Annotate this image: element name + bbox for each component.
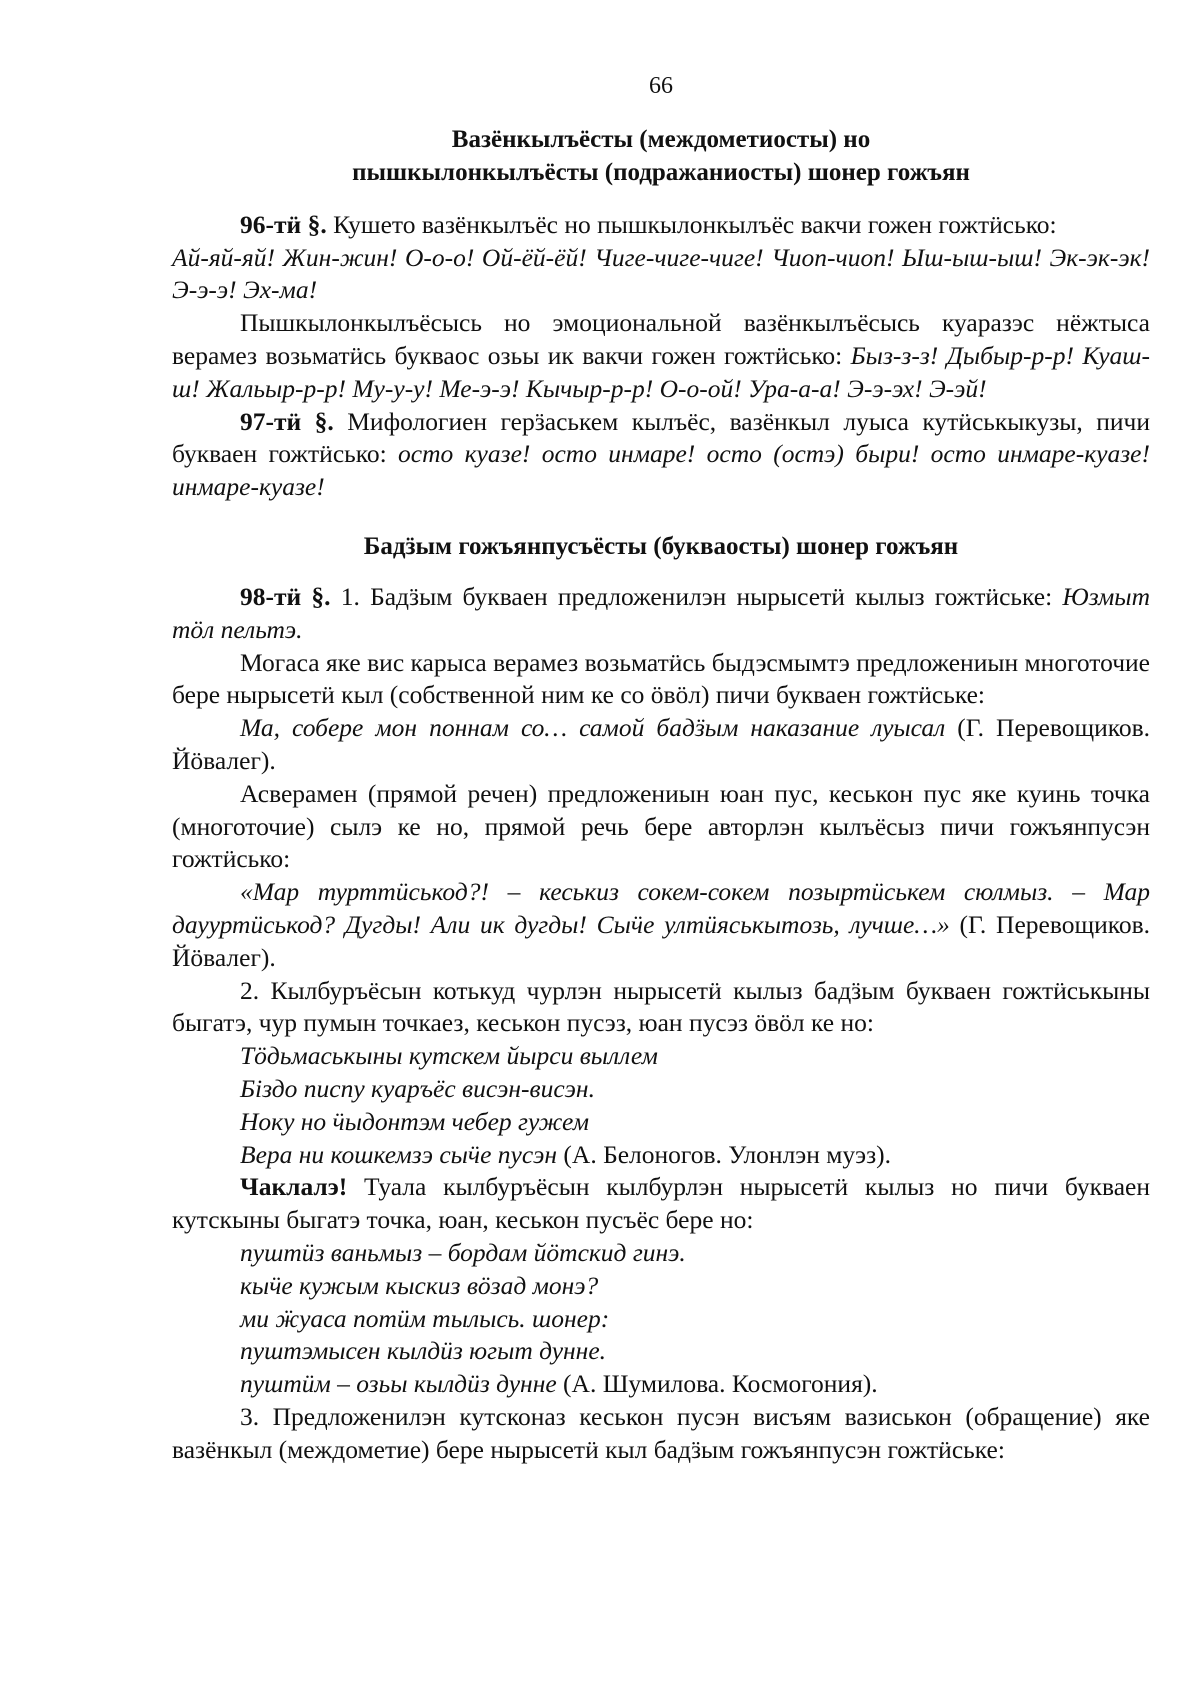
section-title-interjections	[172, 123, 1150, 189]
quote-perevoshchikov-1: Ма, собере мон поннам со… самой бадӟым наказание луысал (Г. Перевощиков. Йӧвалег).	[172, 713, 1150, 775]
section-title-line-2: пышкылонкылъёсты (подражаниосты) шонер гожъян	[352, 158, 970, 186]
poem-line: Ноку но ӵыдонтэм чебер гужем	[240, 1106, 590, 1136]
paragraph-number: 96-тӥ §.	[240, 209, 327, 239]
poem-line-with-source: пуштӥм – озьы кылдӥз дунне (А. Шумилова. Космогония).	[240, 1369, 878, 1399]
paragraph-97: 97-тӥ §. Мифологиен герӟаськем кылъёс, вазёнкыл луыса кутӥськыкузы, пичи букваен гожтӥсько: осто куазе! осто инмаре! осто (остэ) быри! осто инмаре-куазе! инмаре-куазе!	[172, 406, 1150, 502]
poem-shumilova	[172, 1237, 1150, 1401]
example-text: осто куазе! осто инмаре! осто (остэ) быри! осто инмаре-куазе! инмаре-куазе!	[172, 439, 1150, 502]
section-title-capital-letters: Бадӟым гожъянпусъёсты (букваосты) шонер гожъян	[363, 532, 959, 560]
quote-perevoshchikov-2: «Мар турттӥськод?! – кеськиз сокем-сокем позыртӥськем сюлмыз. – Мар даууртӥськод? Дугды! Али ик дугды! Сыӵе ултӥяськытозь, лучше…» (Г. Перевощиков. Йӧвалег).	[172, 877, 1150, 972]
poem-belonogov	[172, 1040, 1150, 1171]
poem-line: пуштӥз ваньмыз – бордам йӧтскид гинэ.	[240, 1237, 686, 1267]
paragraph-98: 98-тӥ §. 1. Бадӟым букваен предложенилэн нырысетӥ кылыз гожтӥське: Юзмыт тӧл пельтэ.	[172, 581, 1150, 644]
poem-line-with-source: Вера ни кошкемзэ сыӵе пусэн (А. Белоногов. Улонлэн муэз).	[240, 1139, 892, 1169]
paragraph-number: 97-тӥ §.	[240, 406, 334, 436]
poem-line: Біздо писпу куаръёс висэн-висэн.	[240, 1073, 595, 1103]
note-label: Чаклалэ!	[240, 1172, 348, 1202]
paragraph-98-poetry: 2. Кылбуръёсын котькуд чурлэн нырысетӥ кылыз бадӟым букваен гожтӥськыны быгатэ, чур пумын точкаез, кеськон пусэз, юан пусэз ӧвӧл ке но:	[172, 975, 1150, 1038]
example-text: Быз-з-з! Дыбыр-р-р! Куаш-ш! Жальыр-р-р! Му-у-у! Ме-э-э! Кычыр-р-р! О-о-ой! Ура-а-а! Э-э-эх! Э-эй!	[172, 340, 1150, 403]
example-text: Юзмыт тӧл пельтэ.	[172, 581, 1150, 644]
paragraph-number: 98-тӥ §.	[240, 581, 331, 611]
note-paragraph: Чаклалэ! Туала кылбуръёсын кылбурлэн нырысетӥ кылыз но пичи букваен кутскыны быгатэ точка, юан, кеськон пусъёс бере но:	[172, 1172, 1150, 1235]
poem-line: кыӵе кужым кыскиз вӧзад монэ?	[240, 1270, 599, 1300]
document-page	[172, 70, 1150, 1466]
paragraph-98-incomplete-sentences: Могаса яке вис карыса верамез возьматӥсь быдэсмымтэ предложениын многоточие бере нырысетӥ кыл (собственной ним ке со ӧвӧл) пичи букваен гожтӥське:	[172, 647, 1150, 710]
paragraph-96: 96-тӥ §. Кушето вазёнкылъёс но пышкылонкылъёс вакчи гожен гожтӥсько: Ай-яй-яй! Жин-жин! О-о-о! Ой-ёй-ёй! Чиге-чиге-чиге! Чиоп-чиоп! Ыш-ыш-ыш! Эк-эк-эк! Э-э-э! Эх-ма!	[172, 209, 1150, 305]
paragraph-98-direct-speech: Асверамен (прямой речен) предложениын юан пус, кеськон пус яке куинь точка (многоточие) сылэ ке но, прямой речь бере авторлэн кылъёсыз пичи гожъянпусэн гожтӥсько:	[172, 778, 1150, 874]
poem-line: ми ӝуаса потӥм тылысь. шонер:	[240, 1303, 610, 1333]
paragraph-98-address: 3. Предложенилэн кутсконаз кеськон пусэн висъям вазиськон (обращение) яке вазёнкыл (междометие) бере нырысетӥ кыл бадӟым гожъянпусэн гожтӥське:	[172, 1401, 1150, 1464]
section-title-line-1: Вазёнкылъёсты (междометиосты) но	[451, 125, 871, 153]
poem-line: Тӧдьмаськыны кутскем йырси выллем	[240, 1041, 658, 1071]
example-text: Ай-яй-яй! Жин-жин! О-о-о! Ой-ёй-ёй! Чиге-чиге-чиге! Чиоп-чиоп! Ыш-ыш-ыш! Эк-эк-эк! Э-э-э! Эх-ма!	[172, 242, 1150, 305]
poem-line: пуштэмысен кылдӥз югыт дунне.	[240, 1336, 607, 1366]
paragraph-96-continued: Пышкылонкылъёсысь но эмоциональной вазёнкылъёсысь куаразэс нёжтыса верамез возьматӥсь букваос озьы ик вакчи гожен гожтӥсько: Быз-з-з! Дыбыр-р-р! Куаш-ш! Жальыр-р-р! Му-у-у! Ме-э-э! Кычыр-р-р! О-о-ой! Ура-а-а! Э-э-эх! Э-эй!	[172, 308, 1150, 403]
page-number: 66	[649, 73, 673, 99]
